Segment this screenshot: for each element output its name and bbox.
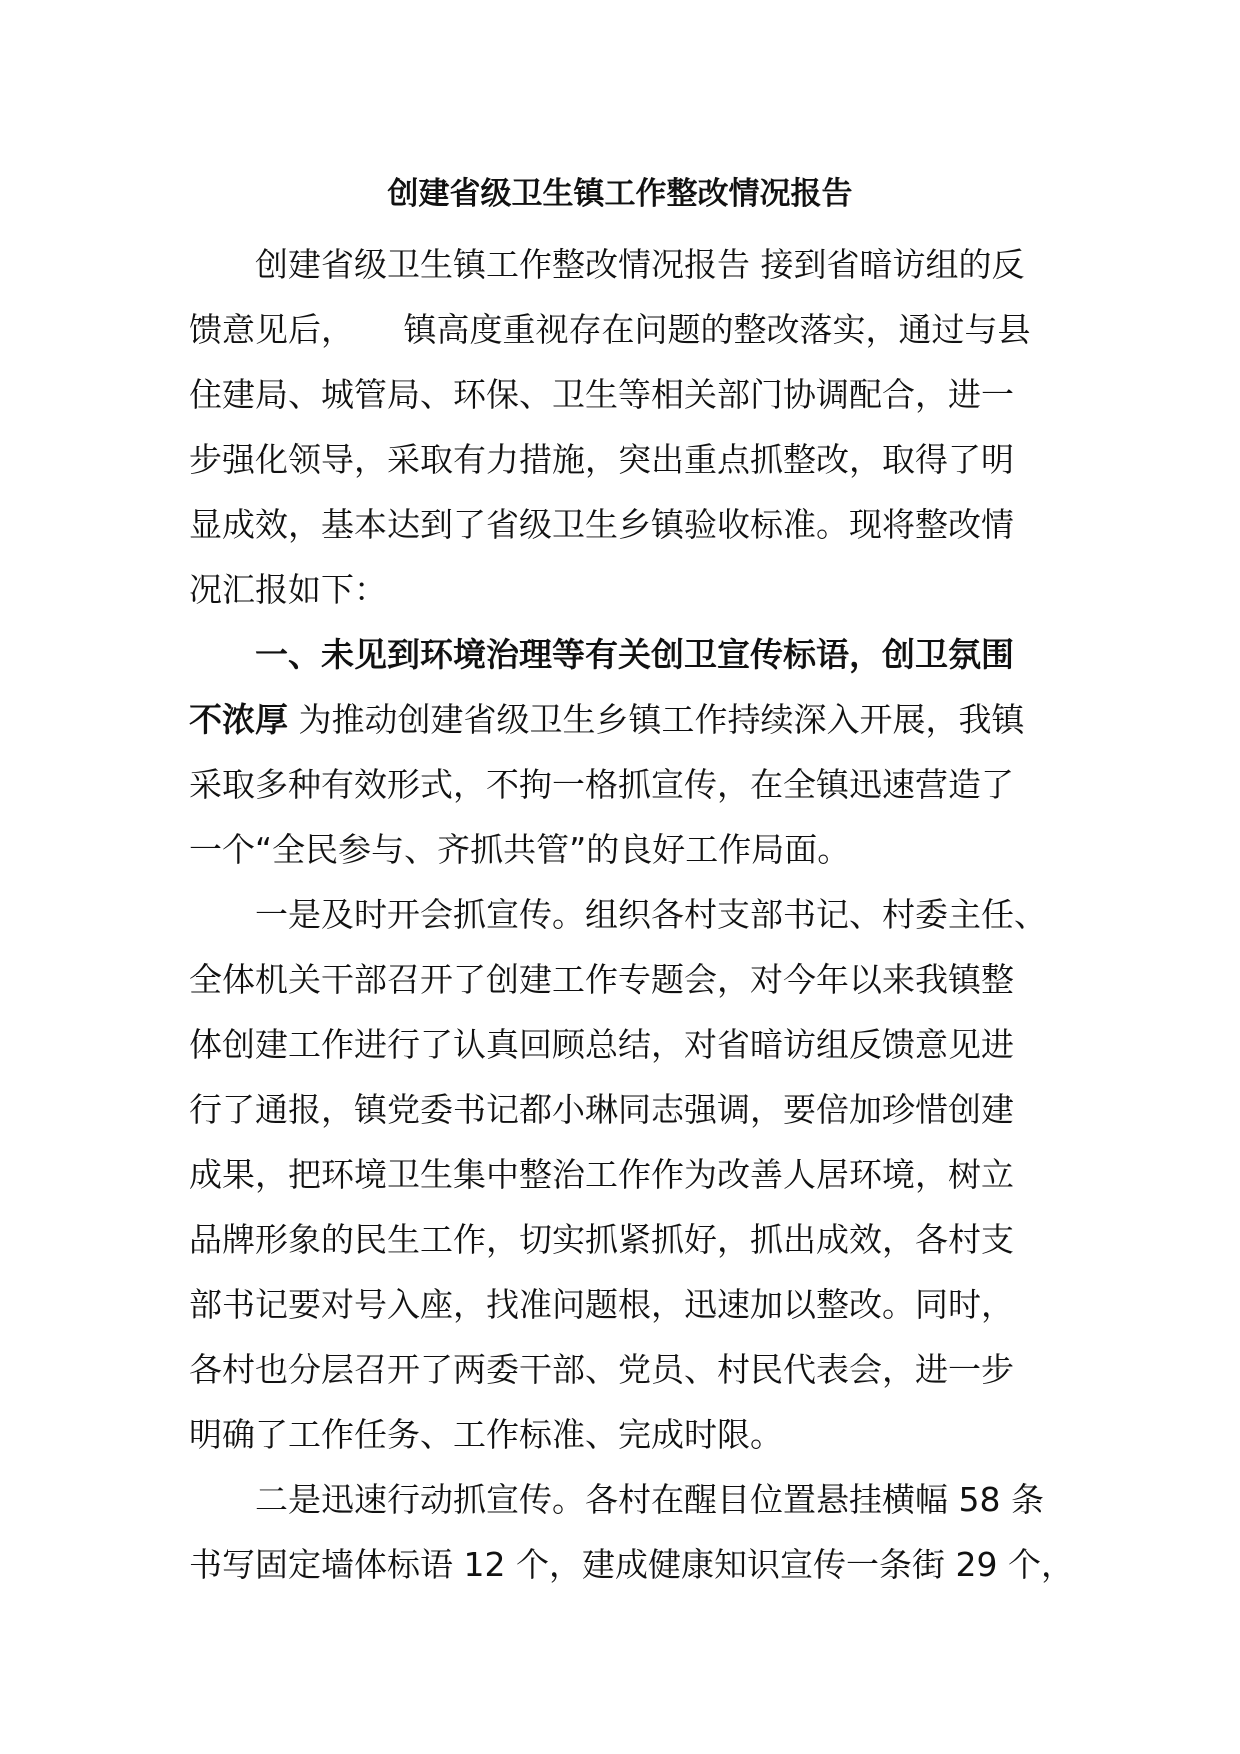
body-line: [189, 752, 1069, 817]
line-text: 显成效，基本达到了省级卫生乡镇验收标准。现将整改情: [189, 505, 1014, 544]
body-line: [189, 1532, 1074, 1597]
line-text: 住建局、城管局、环保、卫生等相关部门协调配合，进一: [189, 375, 1014, 414]
line-text: 采取多种有效形式，不拘一格抓宣传，在全镇迅速营造了: [189, 765, 1014, 804]
body-line: [189, 1272, 1069, 1337]
section-heading-line: [189, 622, 1069, 687]
line-text: 行了通报，镇党委书记都小琳同志强调，要倍加珍惜创建: [189, 1090, 1014, 1129]
line-text: 体创建工作进行了认真回顾总结，对省暗访组反馈意见进: [189, 1025, 1014, 1064]
body-line: [189, 1207, 1069, 1272]
body-line: [189, 362, 1069, 427]
line-text: 步强化领导，采取有力措施，突出重点抓整改，取得了明: [189, 440, 1014, 479]
body-line: [189, 882, 1069, 947]
line-text: 品牌形象的民生工作，切实抓紧抓好，抓出成效，各村支: [189, 1220, 1014, 1259]
line-text: 成果，把环境卫生集中整治工作作为改善人居环境，树立: [189, 1155, 1014, 1194]
line-text: 一个“全民参与、齐抓共管”的良好工作局面。: [189, 830, 851, 869]
line-text: 为推动创建省级卫生乡镇工作持续深入开展，我镇: [288, 700, 1025, 739]
body-line: [189, 1077, 1069, 1142]
body-line: [189, 1337, 1069, 1402]
line-text: 创建省级卫生镇工作整改情况报告 接到省暗访组的反: [255, 245, 1025, 284]
line-text: 部书记要对号入座，找准问题根，迅速加以整改。同时，: [189, 1285, 1014, 1324]
line-text: 一是及时开会抓宣传。组织各村支部书记、村委主任、: [255, 895, 1047, 934]
line-text: 况汇报如下：: [189, 570, 387, 609]
body-line: [189, 817, 1069, 882]
body-line: [189, 1402, 1069, 1467]
line-text: 二是迅速行动抓宣传。各村在醒目位置悬挂横幅 58 条: [255, 1480, 1044, 1519]
line-text: 全体机关干部召开了创建工作专题会，对今年以来我镇整: [189, 960, 1014, 999]
section-heading-end: 不浓厚: [189, 700, 288, 739]
body-line: [189, 947, 1069, 1012]
body-line: [189, 1012, 1069, 1077]
section-heading: 一、未见到环境治理等有关创卫宣传标语，创卫氛围: [255, 635, 1014, 674]
line-text: 书写固定墙体标语 12 个，建成健康知识宣传一条街 29 个，: [189, 1545, 1074, 1584]
line-text: 明确了工作任务、工作标准、完成时限。: [189, 1415, 783, 1454]
body-line: [189, 297, 1069, 362]
body-line: [189, 1467, 1069, 1532]
body-line: [189, 1142, 1069, 1207]
document-title: 创建省级卫生镇工作整改情况报告: [387, 176, 853, 212]
body-line: [189, 492, 1069, 557]
document-body: [189, 232, 1074, 1597]
body-line: [189, 232, 1069, 297]
line-text: 馈意见后， 镇高度重视存在问题的整改落实，通过与县: [189, 310, 1031, 349]
body-line: [189, 557, 1069, 622]
body-line: [189, 687, 1069, 752]
body-line: [189, 427, 1069, 492]
line-text: 各村也分层召开了两委干部、党员、村民代表会，进一步: [189, 1350, 1014, 1389]
